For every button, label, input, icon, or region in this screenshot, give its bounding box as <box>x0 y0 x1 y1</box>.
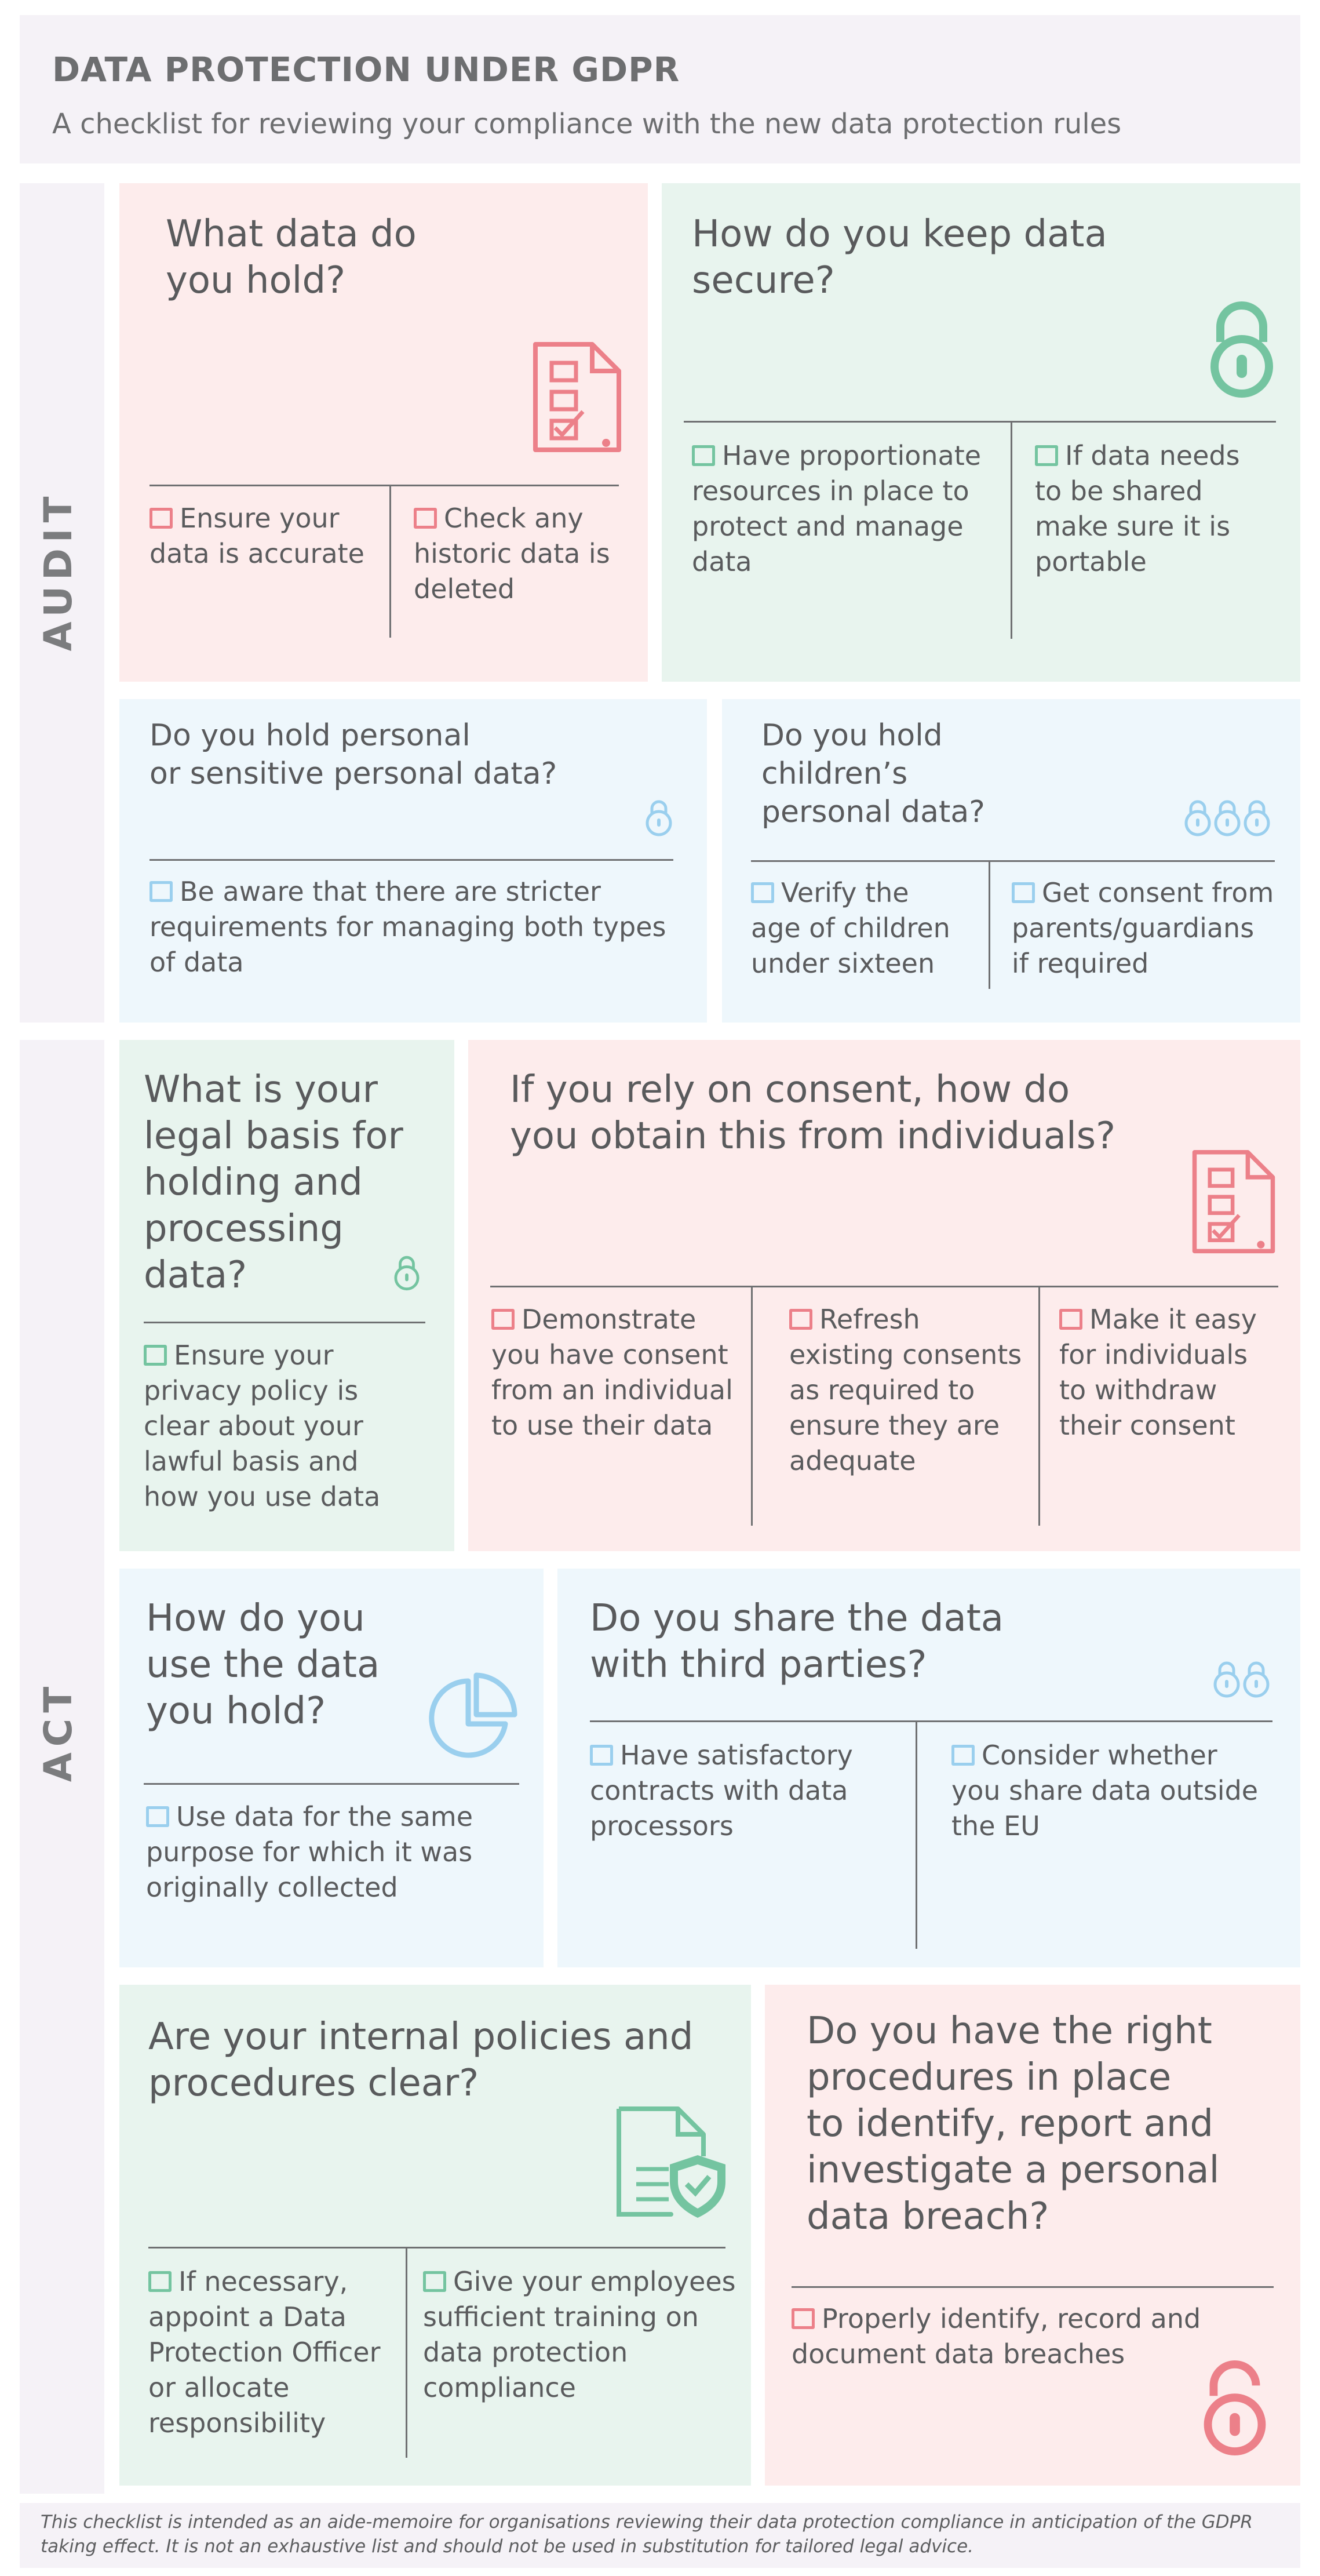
checklist-item: Ensure your data is accurate <box>149 503 364 569</box>
card-personal-data <box>119 699 707 1023</box>
card-keep-secure <box>662 183 1300 682</box>
card-use-data <box>119 1569 544 1967</box>
card-data-breach <box>765 1985 1300 2486</box>
padlock-icon <box>646 799 672 836</box>
checklist-item: Get consent from parents/guardians if required <box>1012 877 1274 979</box>
pie-chart-icon <box>426 1673 519 1766</box>
act-label: ACT <box>36 1680 81 1782</box>
card-third-parties <box>557 1569 1300 1967</box>
checklist-item: Give your employees sufficient training on data protection compliance <box>423 2266 736 2403</box>
three-padlocks-icon <box>1184 799 1275 836</box>
audit-label: AUDIT <box>36 490 81 652</box>
disclaimer-footer <box>20 2503 1300 2568</box>
audit-sidebar <box>20 183 104 1023</box>
checkbox-icon[interactable] <box>751 882 774 903</box>
card-what-data <box>119 183 648 682</box>
card-childrens-data <box>722 699 1300 1023</box>
checklist-item: Properly identify, record and document data breaches <box>792 2303 1201 2370</box>
checklist-item: If data needs to be shared make sure it is portable <box>1035 440 1240 577</box>
checklist-item: Verify the age of children under sixteen <box>751 877 950 979</box>
card-consent <box>468 1040 1300 1551</box>
page-subtitle: A checklist for reviewing your compliance with the new data protection rules <box>52 108 1122 140</box>
checklist-item: Have proportionate resources in place to protect and manage data <box>692 440 982 577</box>
checkbox-icon[interactable] <box>423 2271 446 2292</box>
padlock-icon <box>394 1254 420 1290</box>
checklist-icon <box>1190 1148 1277 1257</box>
question-title: Do you share the data with third parties? <box>590 1597 1004 1686</box>
page-title: DATA PROTECTION UNDER GDPR <box>52 50 680 89</box>
checkbox-icon[interactable] <box>148 2271 172 2292</box>
question-title: If you rely on consent, how do you obtain this from individuals? <box>510 1068 1116 1158</box>
checklist-item: If necessary, appoint a Data Protection Officer or allocate responsibility <box>148 2266 381 2439</box>
checklist-item: Consider whether you share data outside the EU <box>951 1740 1259 1842</box>
question-title: Are your internal policies and procedures clear? <box>148 2015 694 2105</box>
padlock-icon <box>1204 299 1279 398</box>
card-legal-basis <box>119 1040 454 1551</box>
checkbox-icon[interactable] <box>149 508 173 529</box>
checkbox-icon[interactable] <box>789 1309 812 1330</box>
disclaimer-text: This checklist is intended as an aide-memoire for organisations reviewing their data protection compliance in anticipation of the GDPR taking effect. It is not an exhaustive list and should not be used in substitution for tailored legal advice. <box>41 2512 1253 2557</box>
question-title: How do you use the data you hold? <box>146 1597 380 1733</box>
checklist-item: Make it easy for individuals to withdraw their consent <box>1059 1304 1257 1441</box>
checklist-item: Ensure your privacy policy is clear about your lawful basis and how you use data <box>144 1340 381 1512</box>
checkbox-icon[interactable] <box>149 881 173 902</box>
act-sidebar <box>20 1040 104 2494</box>
checkbox-icon[interactable] <box>1059 1309 1082 1330</box>
checkbox-icon[interactable] <box>1012 882 1035 903</box>
checklist-item: Demonstrate you have consent from an individual to use their data <box>491 1304 733 1441</box>
checkbox-icon[interactable] <box>692 445 715 466</box>
checkbox-icon[interactable] <box>144 1345 167 1366</box>
checklist-item: Refresh existing consents as required to ensure they are adequate <box>789 1304 1022 1476</box>
question-title: Do you hold personal or sensitive personal data? <box>149 718 557 791</box>
document-shield-icon <box>613 2104 729 2220</box>
question-title: How do you keep data secure? <box>692 213 1107 302</box>
checklist-icon <box>531 340 623 456</box>
card-internal-policies <box>119 1985 751 2486</box>
checklist-item: Have satisfactory contracts with data processors <box>590 1740 853 1842</box>
checklist-item: Be aware that there are stricter requirements for managing both types of data <box>149 876 666 978</box>
question-title: Do you have the right procedures in place to identify, report and investigate a personal data breach? <box>807 2010 1220 2238</box>
checkbox-icon[interactable] <box>951 1745 975 1766</box>
checkbox-icon[interactable] <box>792 2308 815 2329</box>
unlocked-padlock-icon <box>1197 2358 1272 2455</box>
checkbox-icon[interactable] <box>590 1745 613 1766</box>
checkbox-icon[interactable] <box>491 1309 515 1330</box>
checkbox-icon[interactable] <box>1035 445 1058 466</box>
checkbox-icon[interactable] <box>146 1806 169 1827</box>
question-title: Do you hold children’s personal data? <box>761 718 985 829</box>
question-title: What data do you hold? <box>166 213 417 302</box>
checkbox-icon[interactable] <box>414 508 437 529</box>
checklist-item: Check any historic data is deleted <box>414 503 610 605</box>
two-padlocks-icon <box>1213 1660 1274 1697</box>
header-banner <box>20 15 1300 163</box>
checklist-item: Use data for the same purpose for which it was originally collected <box>146 1801 473 1903</box>
question-title: What is your legal basis for holding and processing data? <box>144 1068 403 1297</box>
